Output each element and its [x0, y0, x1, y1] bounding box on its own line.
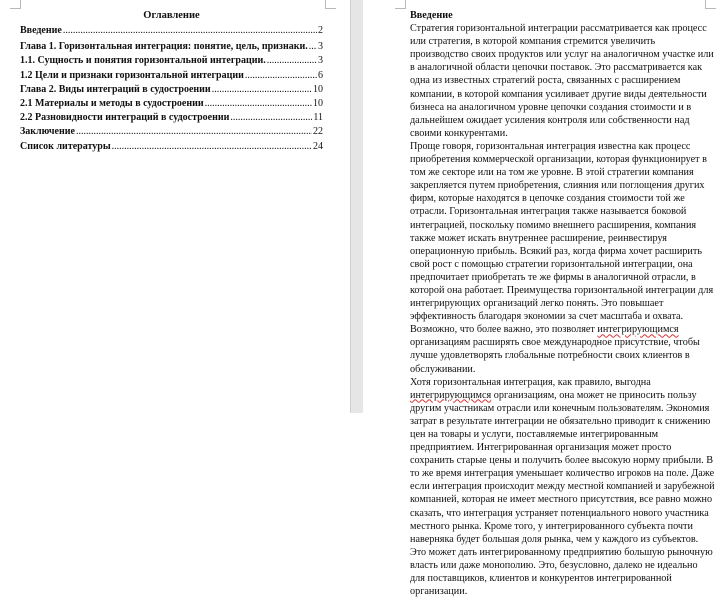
misspelled-word[interactable]: интегрирующимся — [597, 324, 679, 336]
toc-entry-label: 2.2 Разновидности интеграций в судостроении — [20, 112, 230, 124]
document-body[interactable] — [410, 9, 715, 598]
toc-entry[interactable] — [20, 112, 323, 126]
toc-entry-label: Список литературы — [20, 140, 111, 152]
toc-page-number: 3 — [318, 55, 323, 67]
toc-entry-label: Глава 2. Виды интеграций в судостроении — [20, 83, 211, 95]
text: организациям расширять свое международное присутствие, чтобы лучше удовлетворять глобальные потребности своих клиентов в обслуживании. — [410, 337, 700, 375]
text: Проще говоря, горизонтальная интеграция известна как процесс приобретения коммерческой организации, которая функционирует в том же секторе или на том же уровне. В этой стратегии компания закрепляется путем приобретения, слияния или поглощения других фирм, которые находятся в цепочке создания стоимости той же отрасли. Горизонтальная интеграция также называется боковой интеграцией, поскольку помимо внешнего расширения, компания также может искать внутреннее расширение, реинвестируя операционную прибыль. Всякий раз, когда фирма хочет расширить свой рост с помощью стратегии горизонтальной интеграции, она предпочитает приобретать те же фирмы в аналогичной отрасли, в которой она работает. Преимущества горизонтальной интеграции для интегрирующих организаций легко понять. Это повышает эффективность благодаря экономии за счет масштаба и охвата. Возможно, что более важно, это позволяет — [410, 140, 714, 336]
toc-page-number: 11 — [313, 112, 323, 124]
misspelled-word[interactable]: интегрирующимся — [410, 389, 492, 401]
text: Хотя горизонтальная интеграция, как правило, выгодна — [410, 376, 651, 388]
toc-entry[interactable] — [20, 55, 323, 69]
toc-leader — [309, 41, 317, 52]
toc-entry[interactable] — [20, 126, 323, 140]
crop-mark — [325, 0, 336, 9]
toc-entry-label: 2.1 Материалы и методы в судостроении — [20, 97, 204, 109]
toc-entry-label: Глава 1. Горизонтальная интеграция: понятие, цель, признаки. — [20, 41, 308, 53]
toc-leader — [245, 70, 317, 81]
toc-entry[interactable] — [20, 70, 323, 84]
toc-page-number: 6 — [318, 69, 323, 81]
toc-page-number: 10 — [313, 97, 323, 109]
toc-entry-label: 1.1. Сущность и понятия горизонтальной интеграции. — [20, 55, 266, 67]
toc-leader — [76, 126, 312, 137]
toc-page — [0, 0, 350, 413]
paragraph — [410, 376, 715, 598]
toc-entry-label: Введение — [20, 25, 62, 36]
crop-mark — [705, 0, 716, 9]
toc-entry[interactable] — [20, 84, 323, 98]
paragraph — [410, 140, 715, 376]
toc-entry-label: 1.2 Цели и признаки горизонтальной интеграции — [20, 69, 244, 81]
toc-page-number: 2 — [318, 25, 323, 36]
toc-entry[interactable] — [20, 98, 323, 112]
toc-page-number: 10 — [313, 83, 323, 95]
crop-mark — [10, 0, 21, 9]
crop-mark — [395, 0, 406, 9]
toc-title: Оглавление — [143, 10, 200, 21]
toc-page-number: 24 — [313, 140, 323, 152]
toc-leader — [230, 112, 312, 123]
toc-entry[interactable] — [20, 141, 323, 155]
toc-page-number: 22 — [313, 126, 323, 138]
toc-leader — [63, 25, 317, 36]
toc-leader — [205, 98, 312, 109]
table-of-contents — [20, 25, 323, 155]
section-heading: Введение — [410, 10, 453, 21]
toc-entry[interactable] — [20, 25, 323, 39]
toc-page-number: 3 — [318, 41, 323, 53]
toc-leader — [112, 141, 312, 152]
toc-leader — [267, 55, 317, 66]
text: организациям, она может не приносить пользу другим участникам отрасли или конечным пользователям. Экономия затрат в результате интеграции не обязательно приводит к снижению цен на товары и услуги, поставляемые интегрированным предприятием. Интегрированная организация может просто сохранить старые цены и получить более высокую норму прибыли. В то же время интеграция уменьшает количество игроков на поле. Даже если интеграция происходит между местной компанией и зарубежной компанией, которая не имеет местного присутствия, все равно можно сказать, что интеграция устраняет потенциального нового участника местного рынка. Кроме того, у интегрированного субъекта почти наверняка будет большая доля рынка, чем у каждого из субъектов. Это может дать интегрированному предприятию большую рыночную власть или даже монополию. Это, безусловно, далеко не идеально для поставщиков, клиентов и конкурентов интегрированной организации. — [410, 389, 715, 598]
paragraph: Стратегия горизонтальной интеграции рассматривается как процесс или стратегия, в которой компания стремится увеличить производство своих продуктов или услуг на аналогичном участке или в аналогичной области цепочки поставок. Это рассматривается как одна из известных стратегий роста, связанных с расширением компании, в которой компания усиливает другие виды деятельности бизнеса на аналогичном уровне цепочки создания стоимости и в дальнейшем ожидает усиления контроля или собственности над своими конкурентами. — [410, 23, 714, 139]
toc-entry-label: Заключение — [20, 126, 75, 138]
toc-leader — [212, 84, 312, 95]
toc-entry[interactable] — [20, 41, 323, 55]
intro-page — [363, 0, 720, 598]
